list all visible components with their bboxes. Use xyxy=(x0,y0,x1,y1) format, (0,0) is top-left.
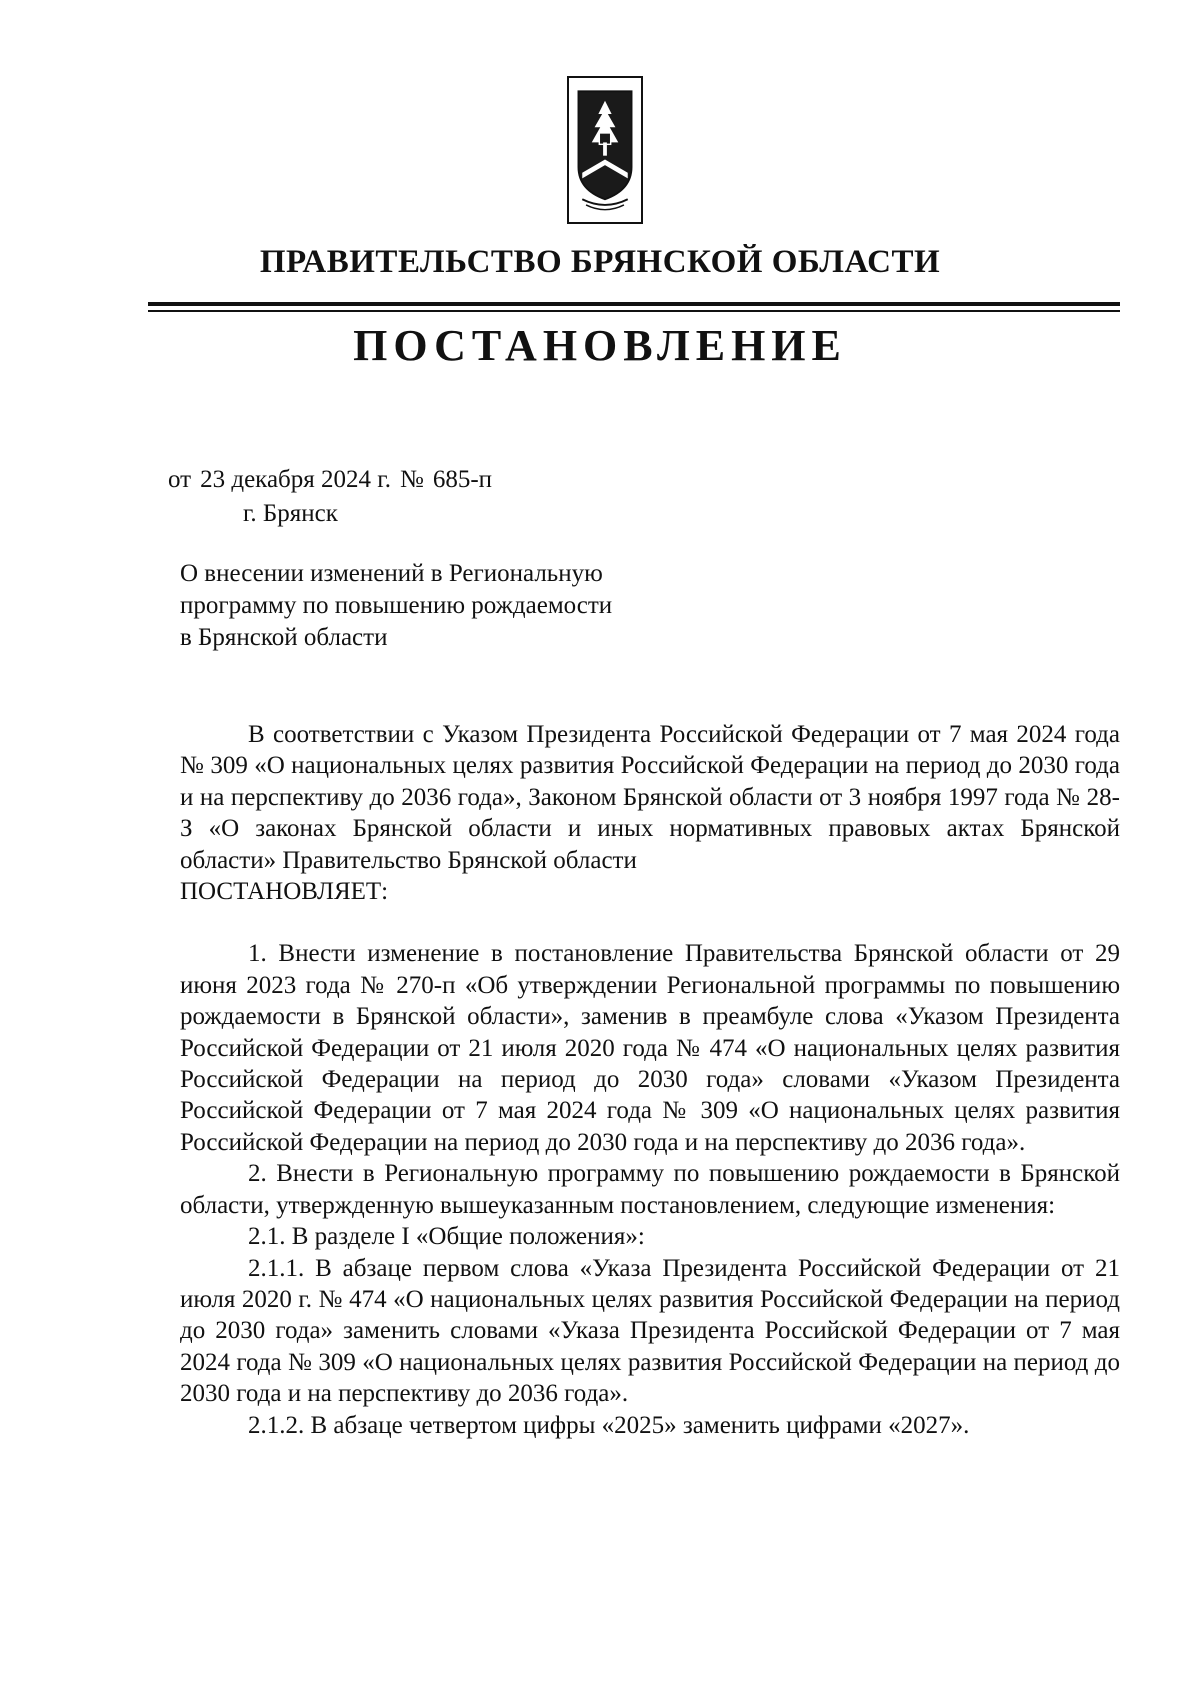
subject-line: О внесении изменений в Региональную xyxy=(180,560,603,587)
government-title: ПРАВИТЕЛЬСТВО БРЯНСКОЙ ОБЛАСТИ xyxy=(259,244,941,280)
date-line xyxy=(168,466,501,494)
document-type-title: ПОСТАНОВЛЕНИЕ xyxy=(353,321,847,370)
coat-of-arms-emblem xyxy=(567,76,643,224)
item-paragraph: 2.1. В разделе I «Общие положения»: xyxy=(248,1223,645,1251)
item-paragraph: 2.1.1. В абзаце первом слова «Указа Президента Российской Федерации от 21 июля 2020 г. № 474 «О национальных целях развития Российской Федерации на период до 2030 года» заменить словами «Указа Президента Российской Федерации от 7 мая 2024 года № 309 «О национальных целях развития Российской Федерации на период до 2030 года и на перспективу до 2036 года». xyxy=(180,1254,1120,1408)
brjansk-coat-of-arms-icon xyxy=(569,78,641,222)
date-prefix: от xyxy=(168,466,192,493)
document-subject xyxy=(180,558,700,654)
preamble-paragraph: В соответствии с Указом Президента Российской Федерации от 7 мая 2024 года № 309 «О национальных целях развития Российской Федерации на период до 2030 года и на перспективу до 2036 года», Законом Брянской области от 3 ноября 1997 года № 28-З «О законах Брянской области и иных нормативных правовых актах Брянской области» Правительство Брянской области xyxy=(180,721,1120,874)
document-date: 23 декабря 2024 г. xyxy=(200,466,391,493)
item-paragraph: 1. Внести изменение в постановление Правительства Брянской области от 29 июня 2023 года № 270-п «Об утверждении Региональной программы по повышению рождаемости в Брянской области», заменив в преамбуле слова «Указом Президента Российской Федерации от 21 июля 2020 года № 474 «О национальных целях развития Российской Федерации на период до 2030 года» словами «Указом Президента Российской Федерации от 7 мая 2024 года № 309 «О национальных целях развития Российской Федерации на период до 2030 года и на перспективу до 2036 года». xyxy=(180,940,1120,1156)
subject-line: в Брянской области xyxy=(180,624,388,651)
document-city: г. Брянск xyxy=(243,500,338,527)
document-body xyxy=(180,719,1120,1441)
document-number: 685-п xyxy=(432,466,493,493)
item-paragraph: 2.1.2. В абзаце четвертом цифры «2025» заменить цифрами «2027». xyxy=(248,1411,970,1439)
header-divider-thick xyxy=(148,302,1120,306)
resolves-clause: ПОСТАНОВЛЯЕТ: xyxy=(180,878,389,906)
subject-line: программу по повышению рождаемости xyxy=(180,592,613,619)
header-divider-thin xyxy=(148,310,1120,312)
item-paragraph: 2. Внести в Региональную программу по повышению рождаемости в Брянской области, утвержденную вышеуказанным постановлением, следующие изменения: xyxy=(180,1160,1120,1219)
number-sign: № xyxy=(399,466,424,493)
